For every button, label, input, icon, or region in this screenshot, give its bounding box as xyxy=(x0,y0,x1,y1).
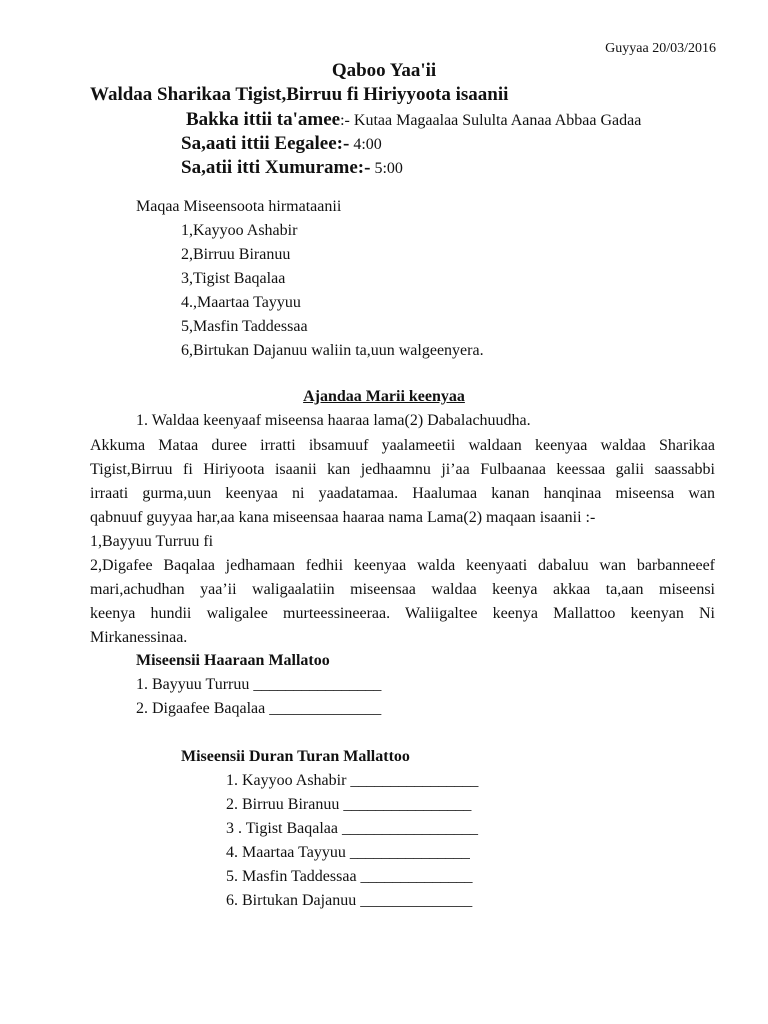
paragraph-line: Mirkanessinaa. xyxy=(90,629,188,646)
meeting-place xyxy=(186,109,641,131)
meeting-place-label: Bakka ittii ta'amee xyxy=(186,109,341,130)
signature-line: 6. Birtukan Dajanuu ______________ xyxy=(226,892,473,909)
attendance-member: 3,Tigist Baqalaa xyxy=(181,270,286,287)
signature-line: 4. Maartaa Tayyuu _______________ xyxy=(226,844,470,861)
document-subtitle: Waldaa Sharikaa Tigist,Birruu fi Hiriyyoota isaanii xyxy=(90,84,509,105)
attendance-member: 4.,Maartaa Tayyuu xyxy=(181,294,301,311)
paragraph-line: 1,Bayyuu Turruu fi xyxy=(90,533,214,550)
signature-line: 2. Birruu Biranuu ________________ xyxy=(226,796,472,813)
document-title: Qaboo Yaa'ii xyxy=(331,60,437,81)
meeting-end-value: 5:00 xyxy=(370,160,403,177)
meeting-end-label: Sa,atii itti Xumurame:- xyxy=(181,157,371,178)
meeting-place-value: :- Kutaa Magaalaa Sululta Aanaa Abbaa Gadaa xyxy=(340,112,642,129)
agenda-item: 1. Waldaa keenyaaf miseensa haaraa lama(2) Dabalachuudha. xyxy=(136,412,531,429)
old-members-title: Miseensii Duran Turan Mallattoo xyxy=(181,748,410,765)
meeting-date: Guyyaa 20/03/2016 xyxy=(605,41,716,56)
paragraph-line: keenya hundii waligalee murteessineeraa. Waliigaltee keenya Mallattoo keenyan Ni xyxy=(90,605,715,622)
signature-line: 3 . Tigist Baqalaa _________________ xyxy=(226,820,479,837)
signature-line: 5. Masfin Taddessaa ______________ xyxy=(226,868,473,885)
attendance-member: 5,Masfin Taddessaa xyxy=(181,318,308,335)
signature-line: 2. Digaafee Baqalaa ______________ xyxy=(136,700,382,717)
paragraph-line: mari,achudhan yaa’ii waligaalatiin miseensaa waldaa keenya akkaa ta,aan miseensi xyxy=(90,581,715,598)
attendance-label: Maqaa Miseensoota hirmataanii xyxy=(136,198,342,215)
paragraph-line: 2,Digafee Baqalaa jedhamaan fedhii keenyaa walda keenyaati dabaluu wan barbanneeef xyxy=(90,557,715,574)
meeting-start xyxy=(181,133,382,155)
paragraph-line: irraati gurma,uun keenyaa ni yaadatamaa. Haalumaa kanan hanqinaa miseensa wan xyxy=(90,485,715,502)
attendance-member: 1,Kayyoo Ashabir xyxy=(181,222,298,239)
meeting-start-value: 4:00 xyxy=(349,136,382,153)
new-members-title: Miseensii Haaraan Mallatoo xyxy=(136,652,330,669)
agenda-paragraph xyxy=(90,434,715,650)
attendance-member: 2,Birruu Biranuu xyxy=(181,246,291,263)
meeting-start-label: Sa,aati ittii Eegalee:- xyxy=(181,133,350,154)
agenda-title: Ajandaa Marii keenyaa xyxy=(303,388,465,405)
signature-line: 1. Kayyoo Ashabir ________________ xyxy=(226,772,479,789)
paragraph-line: qabnuuf guyyaa har,aa kana miseensaa haaraa nama Lama(2) maqaan isaanii :- xyxy=(90,509,596,526)
attendance-member: 6,Birtukan Dajanuu waliin ta,uun walgeenyera. xyxy=(181,342,484,359)
paragraph-line: Akkuma Mataa duree irratti ibsamuuf yaalameetii waldaan keenyaa waldaa Sharikaa xyxy=(90,437,715,454)
meeting-end xyxy=(181,157,403,179)
signature-line: 1. Bayyuu Turruu ________________ xyxy=(136,676,382,693)
paragraph-line: Tigist,Birruu fi Hiriyoota isaanii kan jedhaamnu ji’aa Fulbaanaa keessaa galii saassabbi xyxy=(90,461,715,478)
